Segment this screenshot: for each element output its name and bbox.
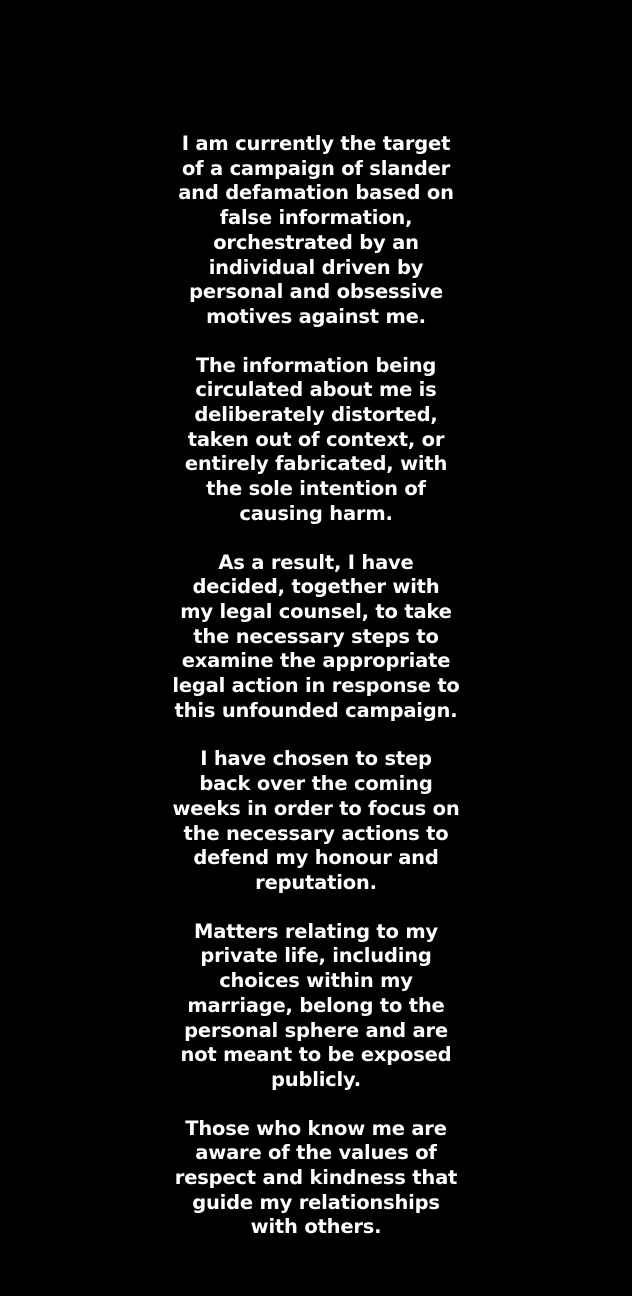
text-line: As a result, I have bbox=[218, 550, 414, 574]
text-line: motives against me. bbox=[206, 304, 426, 328]
paragraph-1 bbox=[0, 132, 632, 330]
paragraph-6 bbox=[0, 1117, 632, 1241]
text-line: of a campaign of slander bbox=[181, 156, 451, 180]
text-line: reputation. bbox=[255, 870, 377, 894]
paragraph-2 bbox=[0, 354, 632, 527]
text-line: examine the appropriate bbox=[181, 649, 451, 673]
text-line: causing harm. bbox=[239, 501, 393, 525]
text-line: the necessary actions to bbox=[183, 821, 449, 845]
text-line: circulated about me is bbox=[195, 378, 437, 402]
text-line: with others. bbox=[250, 1215, 382, 1239]
text-line: personal and obsessive bbox=[189, 280, 443, 304]
text-line: the necessary steps to bbox=[193, 624, 439, 648]
paragraph-5 bbox=[0, 920, 632, 1093]
text-line: this unfounded campaign. bbox=[174, 698, 458, 722]
paragraph-4 bbox=[0, 747, 632, 895]
text-line: legal action in response to bbox=[172, 674, 460, 698]
statement-text-block bbox=[0, 132, 632, 1264]
text-line: private life, including bbox=[200, 944, 432, 968]
text-line: I am currently the target bbox=[181, 132, 451, 155]
text-line: The information being bbox=[195, 353, 437, 377]
text-line: aware of the values of bbox=[195, 1141, 437, 1165]
text-line: choices within my bbox=[219, 969, 413, 993]
text-line: false information, bbox=[219, 206, 413, 230]
text-line: marriage, belong to the bbox=[187, 993, 445, 1017]
text-line: orchestrated by an bbox=[213, 230, 419, 254]
text-line: publicly. bbox=[271, 1067, 361, 1091]
text-line: individual driven by bbox=[208, 255, 424, 279]
text-line: deliberately distorted, bbox=[194, 403, 438, 427]
text-line: the sole intention of bbox=[206, 477, 426, 501]
text-line: entirely fabricated, with bbox=[184, 452, 448, 476]
paragraph-3 bbox=[0, 551, 632, 724]
text-line: back over the coming bbox=[199, 772, 433, 796]
text-line: and defamation based on bbox=[178, 181, 454, 205]
text-line: defend my honour and bbox=[193, 846, 439, 870]
text-line: respect and kindness that bbox=[174, 1166, 458, 1190]
text-line: taken out of context, or bbox=[187, 427, 445, 451]
text-line: my legal counsel, to take bbox=[180, 599, 452, 623]
text-line: Those who know me are bbox=[185, 1116, 447, 1140]
text-line: decided, together with bbox=[192, 575, 440, 599]
text-line: personal sphere and are bbox=[184, 1018, 448, 1042]
text-line: not meant to be exposed bbox=[180, 1043, 452, 1067]
text-line: I have chosen to step bbox=[200, 747, 432, 771]
text-line: guide my relationships bbox=[192, 1190, 440, 1214]
text-line: Matters relating to my bbox=[194, 919, 438, 943]
text-line: weeks in order to focus on bbox=[172, 796, 460, 820]
